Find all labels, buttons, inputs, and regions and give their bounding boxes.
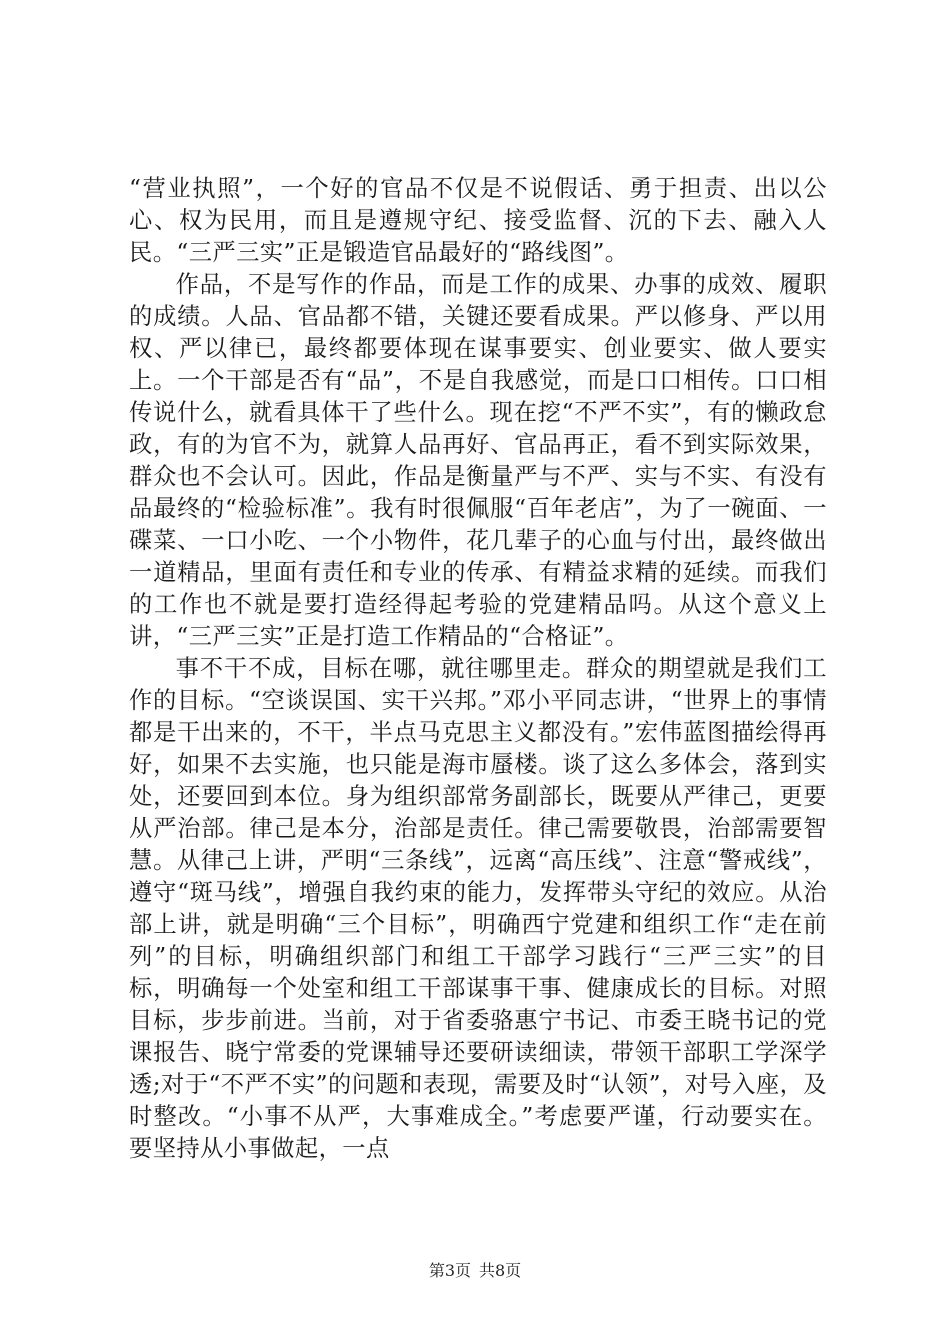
document-body (129, 173, 827, 1165)
paragraph-works: 作品，不是写作的作品，而是工作的成果、办事的成效、履职的成绩。人品、官品都不错，关键还要看成果。严以修身、严以用权、严以律已，最终都要体现在谋事要实、创业要实、做人要实上。一个干部是否有“品”，不是自我感觉，而是口口相传。口口相传说什么，就看具体干了些什么。现在挖“不严不实”，有的懒政怠政，有的为官不为，就算人品再好、官品再正，看不到实际效果，群众也不会认可。因此，作品是衡量严与不严、实与不实、有没有品最终的“检验标准”。我有时很佩服“百年老店”，为了一碗面、一碟菜、一口小吃、一个小物件，花几辈子的心血与付出，最终做出一道精品，里面有责任和专业的传承、有精益求精的延续。而我们的工作也不就是要打造经得起考验的党建精品吗。从这个意义上讲，“三严三实”正是打造工作精品的“合格证”。 (129, 271, 827, 650)
page-number: 第3页 (428, 1261, 471, 1280)
paragraph-goals: 事不干不成，目标在哪，就往哪里走。群众的期望就是我们工作的目标。“空谈误国、实干兴邦。”邓小平同志讲，“世界上的事情都是干出来的，不干，半点马克思主义都没有。”宏伟蓝图描绘得再好，如果不去实施，也只能是海市蜃楼。谈了这么多体会，落到实处，还要回到本位。身为组织部常务副部长，既要从严律己，更要从严治部。律己是本分，治部是责任。律己需要敬畏，治部需要智慧。从律己上讲，严明“三条线”，远离“高压线”、注意“警戒线”，遵守“斑马线”，增强自我约束的能力，发挥带头守纪的效应。从治部上讲，就是明确“三个目标”，明确西宁党建和组织工作“走在前列”的目标，明确组织部门和组工干部学习践行“三严三实”的目标，明确每一个处室和组工干部谋事干事、健康成长的目标。对照目标，步步前进。当前，对于省委骆惠宁书记、市委王晓书记的党课报告、晓宁常委的党课辅导还要研读细读，带领干部职工学深学透;对于“不严不实”的问题和表现，需要及时“认领”，对号入座，及时整改。“小事不从严，大事难成全。”考虑要严谨，行动要实在。要坚持从小事做起，一点 (129, 655, 827, 1162)
paragraph-continuation: “营业执照”，一个好的官品不仅是不说假话、勇于担责、出以公心、权为民用，而且是遵规守纪、接受监督、沉的下去、融入人民。“三严三实”正是锻造官品最好的“路线图”。 (129, 175, 827, 266)
page-footer (0, 1258, 950, 1281)
page-total: 共8页 (479, 1261, 522, 1280)
